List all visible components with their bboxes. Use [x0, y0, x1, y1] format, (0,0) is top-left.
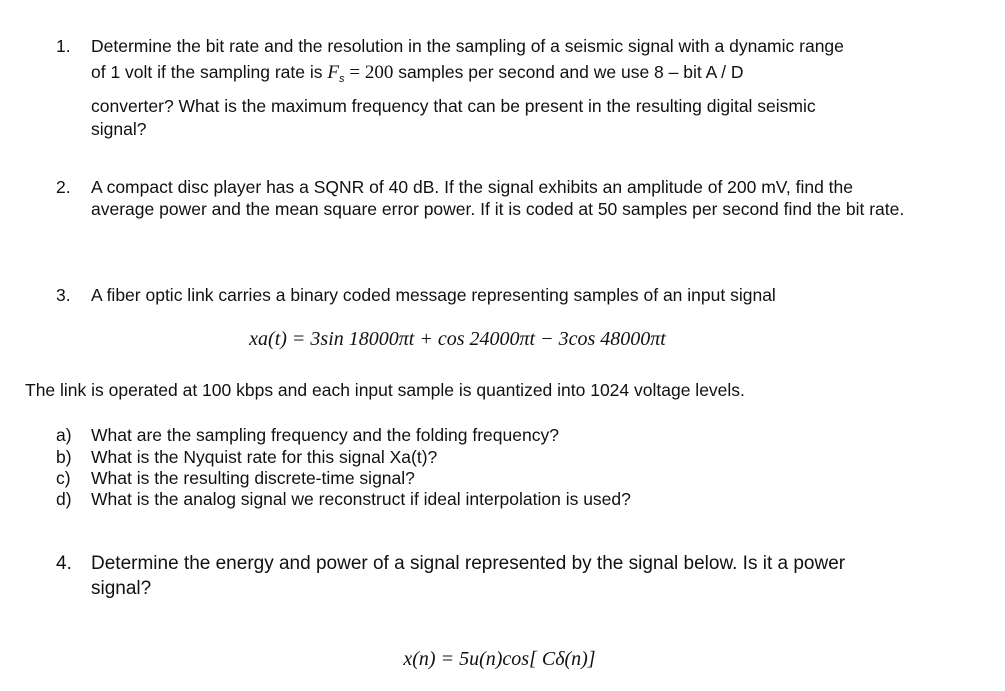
question-number: 4. — [56, 553, 72, 574]
question-text: A compact disc player has a SQNR of 40 dB. If the signal exhibits an amplitude of 200 mV, find the average power and the mean square error power. If it is coded at 50 samples per second find the bit rate. — [91, 177, 905, 219]
question-3 — [56, 284, 916, 307]
question-text: A fiber optic link carries a binary coded message representing samples of an input signal — [91, 285, 776, 305]
equation-xn: x(n) = 5u(n)cos[ Cδ(n)] — [403, 648, 596, 670]
q1-line-3: converter? What is the maximum frequency that can be present in the resulting digital seismic — [91, 96, 816, 116]
link-description: The link is operated at 100 kbps and each input sample is quantized into 1024 voltage levels. — [25, 380, 745, 400]
question-text — [91, 35, 916, 141]
question-4 — [56, 551, 916, 601]
question-2 — [56, 176, 916, 220]
question-text: Determine the energy and power of a signal represented by the signal below. Is it a power signal? — [91, 553, 846, 599]
question-number: 3. — [56, 285, 71, 305]
q1-line-1: Determine the bit rate and the resolution in the sampling of a seismic signal with a dynamic range — [91, 36, 844, 56]
fs-symbol: F — [327, 62, 339, 83]
equation-xa: xa(t) = 3sin 18000πt + cos 24000πt − 3cos 48000πt — [249, 328, 666, 350]
question-number: 2. — [56, 177, 71, 197]
fs-subscript: s — [338, 73, 345, 85]
question-number: 1. — [56, 36, 71, 56]
question-1 — [56, 35, 916, 141]
q1-line-2: of 1 volt if the sampling rate is $F_s = 200$ samples per second and we use 8 – bit A / D — [91, 62, 744, 85]
fs-value: = 200 — [349, 62, 394, 83]
q1-line-4: signal? — [91, 119, 147, 139]
